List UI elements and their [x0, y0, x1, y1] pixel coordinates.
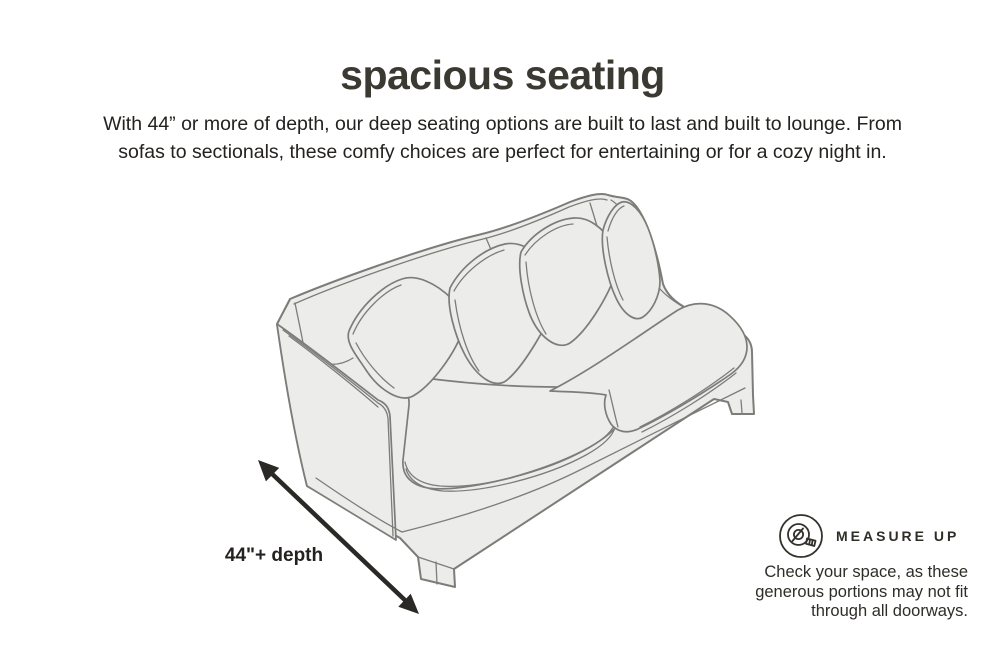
measure-up-header [778, 513, 968, 559]
measure-up-heading: MEASURE UP [836, 528, 960, 544]
measure-up-note-line: Check your space, as these [764, 563, 968, 581]
page-title: spacious seating [340, 52, 665, 98]
intro-line: With 44” or more of depth, our deep seating options are built to last and built to lounge. From [103, 113, 902, 135]
measure-up-note-line: through all doorways. [811, 602, 968, 620]
tape-measure-icon [778, 513, 824, 559]
measure-up-note [752, 563, 968, 622]
measure-up-section [752, 513, 968, 622]
depth-dimension-label: 44"+ depth [224, 545, 324, 566]
intro-line: sofas to sectionals, these comfy choices are perfect for entertaining or for a cozy night in. [118, 140, 887, 163]
measure-up-note-line: generous portions may not fit [755, 582, 968, 601]
